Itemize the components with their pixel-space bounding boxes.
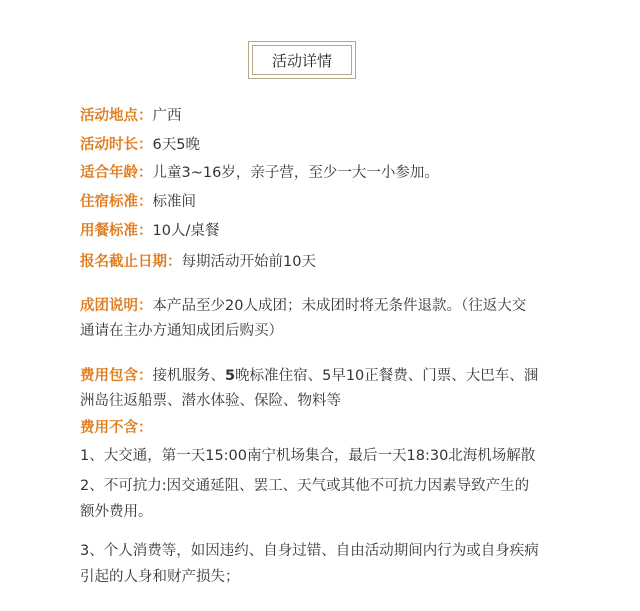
location-row [80, 106, 182, 126]
excluded-item-1 [80, 446, 535, 466]
excluded-item-2-continued [80, 502, 153, 522]
duration-row [80, 135, 200, 155]
location-value: 广西 [152, 108, 182, 124]
meal-label: 用餐标准： [80, 223, 153, 239]
included-text-a: 接机服务、 [152, 368, 225, 384]
duration-value: 6天5晚 [152, 137, 200, 153]
excluded-item-2 [80, 476, 529, 496]
included-row [80, 366, 538, 386]
group-row-continued [80, 321, 283, 341]
included-label: 费用包含： [80, 368, 153, 384]
title-outer-border [248, 41, 356, 79]
age-row [80, 163, 439, 183]
included-text-b: 5 [225, 368, 236, 384]
excluded-item-2-line2: 额外费用。 [80, 504, 153, 520]
age-value: 儿童3~16岁，亲子营，至少一大一小参加。 [152, 165, 439, 181]
included-text-c: 晚标准住宿、5早10正餐费、门票、大巴车、涠 [235, 368, 539, 384]
deadline-value: 每期活动开始前10天 [181, 254, 316, 270]
meal-row [80, 221, 219, 241]
duration-label: 活动时长： [80, 137, 153, 153]
included-text-line2: 洲岛往返船票、潜水体验、保险、物料等 [80, 393, 341, 409]
stay-label: 住宿标准： [80, 194, 153, 210]
group-label: 成团说明： [80, 298, 153, 314]
excluded-item-3 [80, 541, 539, 561]
excluded-heading-row [80, 418, 153, 438]
excluded-item-3-line2: 引起的人身和财产损失； [80, 569, 240, 585]
meal-value: 10人/桌餐 [152, 223, 220, 239]
deadline-row [80, 252, 316, 272]
group-row [80, 296, 526, 316]
page-title: 活动详情 [252, 45, 352, 75]
title-frame [248, 41, 356, 79]
group-text-line2: 通请在主办方通知成团后购买） [80, 323, 283, 339]
included-row-continued [80, 391, 341, 411]
location-label: 活动地点： [80, 108, 153, 124]
excluded-item-3-line1: 3、个人消费等，如因违约、自身过错、自由活动期间内行为或自身疾病 [80, 543, 539, 559]
age-label: 适合年龄： [80, 165, 153, 181]
excluded-item-1-text: 1、大交通，第一天15:00南宁机场集合，最后一天18:30北海机场解散 [80, 448, 536, 464]
deadline-label: 报名截止日期： [80, 254, 182, 270]
stay-value: 标准间 [152, 194, 196, 210]
excluded-item-3-continued [80, 567, 240, 587]
stay-row [80, 192, 196, 212]
excluded-item-2-line1: 2、不可抗力:因交通延阻、罢工、天气或其他不可抗力因素导致产生的 [80, 478, 530, 494]
excluded-label: 费用不含： [80, 420, 153, 436]
group-text-line1: 本产品至少20人成团；未成团时将无条件退款。（往返大交 [152, 298, 527, 314]
